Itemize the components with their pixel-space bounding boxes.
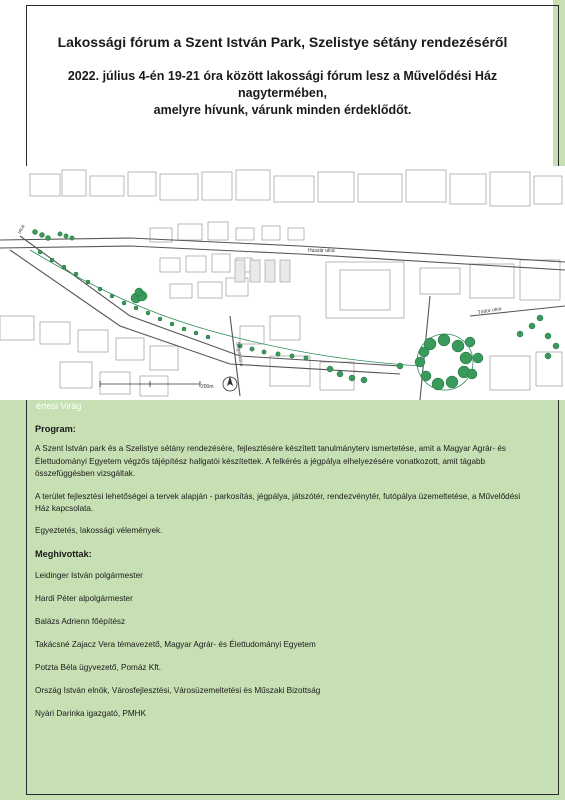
event-details-line1: 2022. július 4-én 19-21 óra között lakossági fórum lesz a Művelődési Ház nagytermében, — [67, 69, 498, 100]
street-label-3: Sziget utca — [234, 341, 245, 367]
program-heading: Program: — [35, 424, 76, 434]
invited-person: Ország István elnök, Városfejlesztési, Városüzemeltetési és Műszaki Bizottság — [35, 686, 321, 696]
scale-label: 200m — [201, 384, 214, 390]
invited-person: Balázs Adrienn főépítész — [35, 617, 126, 627]
street-label-2: Huszár utca — [308, 248, 335, 254]
program-paragraph-3: Egyeztetés, lakossági vélemények. — [35, 526, 163, 536]
program-paragraph-1: A Szent István park és a Szelistye sétány rendezésére, fejlesztésére készített tanulmányterv ismertetése, amit a Magyar Agrár- és Élettudományi Egyetem végzős tájépítész hallgatói készítettek. A felkérés a jégpálya elhelyezésére vonatkozott, amit tágabb összefüggésben vizsgáltak. — [35, 444, 506, 479]
site-plan-map — [0, 166, 565, 400]
invited-person: Leidinger István polgármester — [35, 571, 143, 581]
invited-person: Nyári Darinka igazgató, PMHK — [35, 709, 147, 719]
image-credit: értesi Virág — [36, 401, 82, 411]
page-title: Lakossági fórum a Szent István Park, Szelistye sétány rendezéséről — [57, 34, 508, 50]
program-paragraph-2: A terület fejlesztési lehetőségei a tervek alapján - parkosítás, jégpálya, játszótér, rendezvénytér, futópálya üzemeltetése, a Művelődési Ház kapcsolata. — [35, 491, 521, 514]
event-details-line2: amelyre hívunk, várunk minden érdeklődőt. — [153, 103, 412, 117]
invited-heading: Meghívottak: — [35, 548, 92, 559]
document-body — [35, 423, 535, 731]
header — [30, 34, 535, 119]
invited-person: Takácsné Zajacz Vera témavezető, Magyar Agrár- és Élettudományi Egyetem — [35, 640, 316, 650]
invited-person: Potzta Béla ügyvezető, Pomáz Kft. — [35, 663, 162, 673]
street-label-1: utca — [16, 223, 27, 235]
invited-person: Hardi Péter alpolgármester — [35, 594, 133, 604]
street-label-4: Tódor utca — [477, 305, 502, 316]
